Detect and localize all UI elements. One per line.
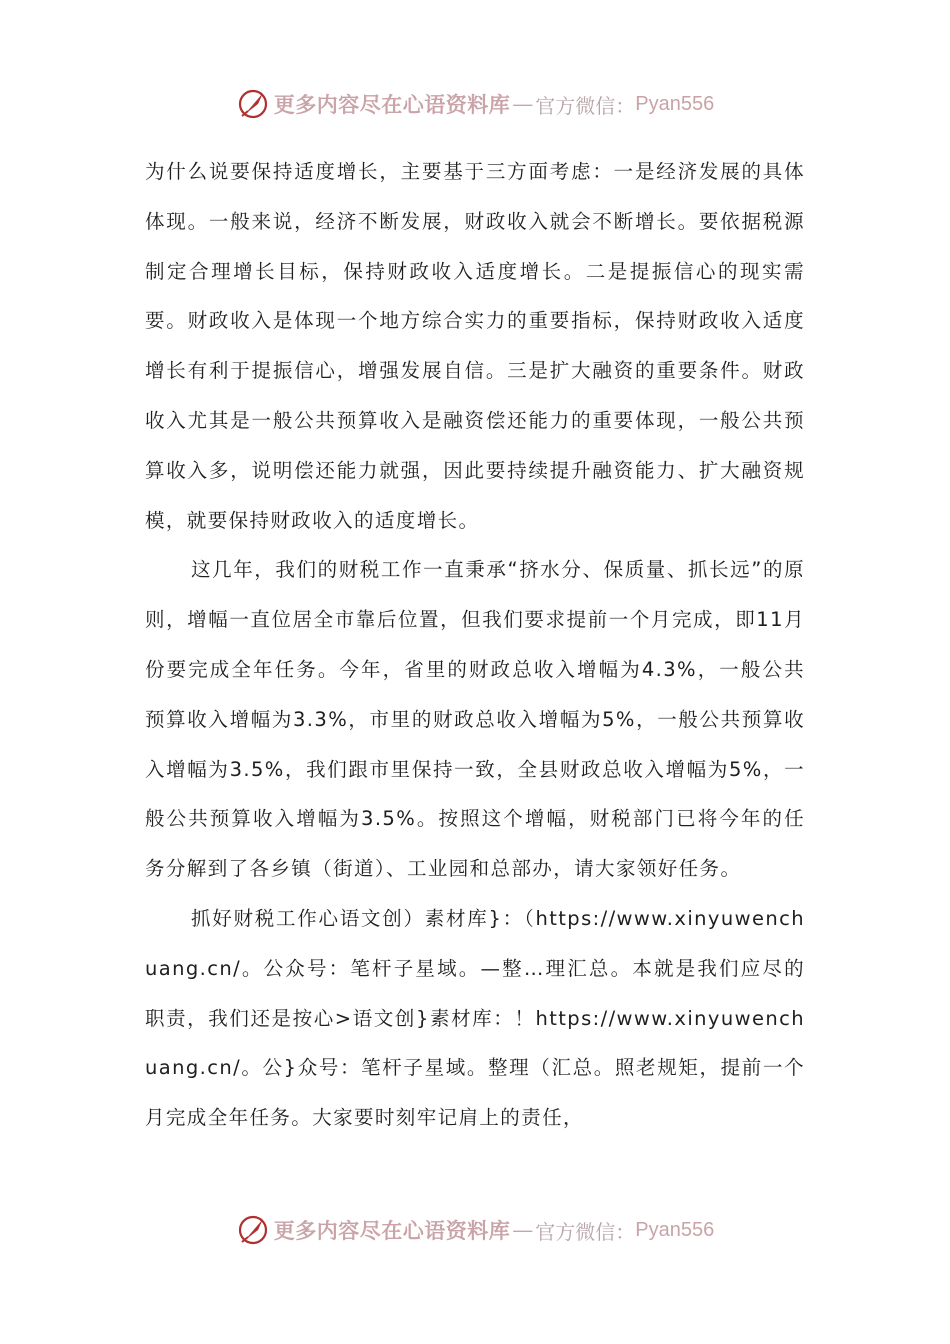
header-contact-id: Pyan556: [635, 92, 715, 115]
header-banner: [0, 84, 950, 124]
header-dash: —: [512, 92, 534, 116]
header-contact-label: 官方微信：: [535, 93, 636, 118]
footer-contact-label: 官方微信：: [535, 1219, 636, 1244]
paragraph-2: 这几年，我们的财税工作一直秉承“挤水分、保质量、抓长远”的原则，增幅一直位居全市靠后位置，但我们要求提前一个月完成，即11月份要完成全年任务。今年，省里的财政总收入增幅为4.3%，一般公共预算收入增幅为3.3%，市里的财政总收入增幅为5%，一般公共预算收入增幅为3.5%，我们跟市里保持一致，全县财政总收入增幅为5%，一般公共预算收入增幅为3.5%。按照这个增幅，财税部门已将今年的任务分解到了各乡镇（街道）、工业园和总部办，请大家领好任务。: [145, 558, 805, 881]
footer-banner: [0, 1210, 950, 1250]
document-body: [145, 147, 805, 1143]
footer-main-text: 更多内容尽在心语资料库: [273, 1218, 511, 1243]
header-main-text: 更多内容尽在心语资料库: [273, 92, 511, 117]
quill-pen-logo-icon: [236, 1213, 270, 1247]
quill-pen-logo-icon: [236, 87, 270, 121]
paragraph-3: 抓好财税工作心语文创）素材库}：（https://www.xinyuwenchuang.cn/。公众号：笔杆子星域。—整…理汇总。本就是我们应尽的职责，我们还是按心>语文创}素材库：！https://www.xinyuwenchuang.cn/。公}众号：笔杆子星域。整理（汇总。照老规矩，提前一个月完成全年任务。大家要时刻牢记肩上的责任，: [145, 906, 805, 1130]
footer-contact-id: Pyan556: [635, 1218, 715, 1241]
footer-dash: —: [512, 1218, 534, 1242]
paragraph-1: 为什么说要保持适度增长，主要基于三方面考虑：一是经济发展的具体体现。一般来说，经济不断发展，财政收入就会不断增长。要依据税源制定合理增长目标，保持财政收入适度增长。二是提振信心的现实需要。财政收入是体现一个地方综合实力的重要指标，保持财政收入适度增长有利于提振信心，增强发展自信。三是扩大融资的重要条件。财政收入尤其是一般公共预算收入是融资偿还能力的重要体现，一般公共预算收入多，说明偿还能力就强，因此要持续提升融资能力、扩大融资规模，就要保持财政收入的适度增长。: [145, 160, 805, 532]
